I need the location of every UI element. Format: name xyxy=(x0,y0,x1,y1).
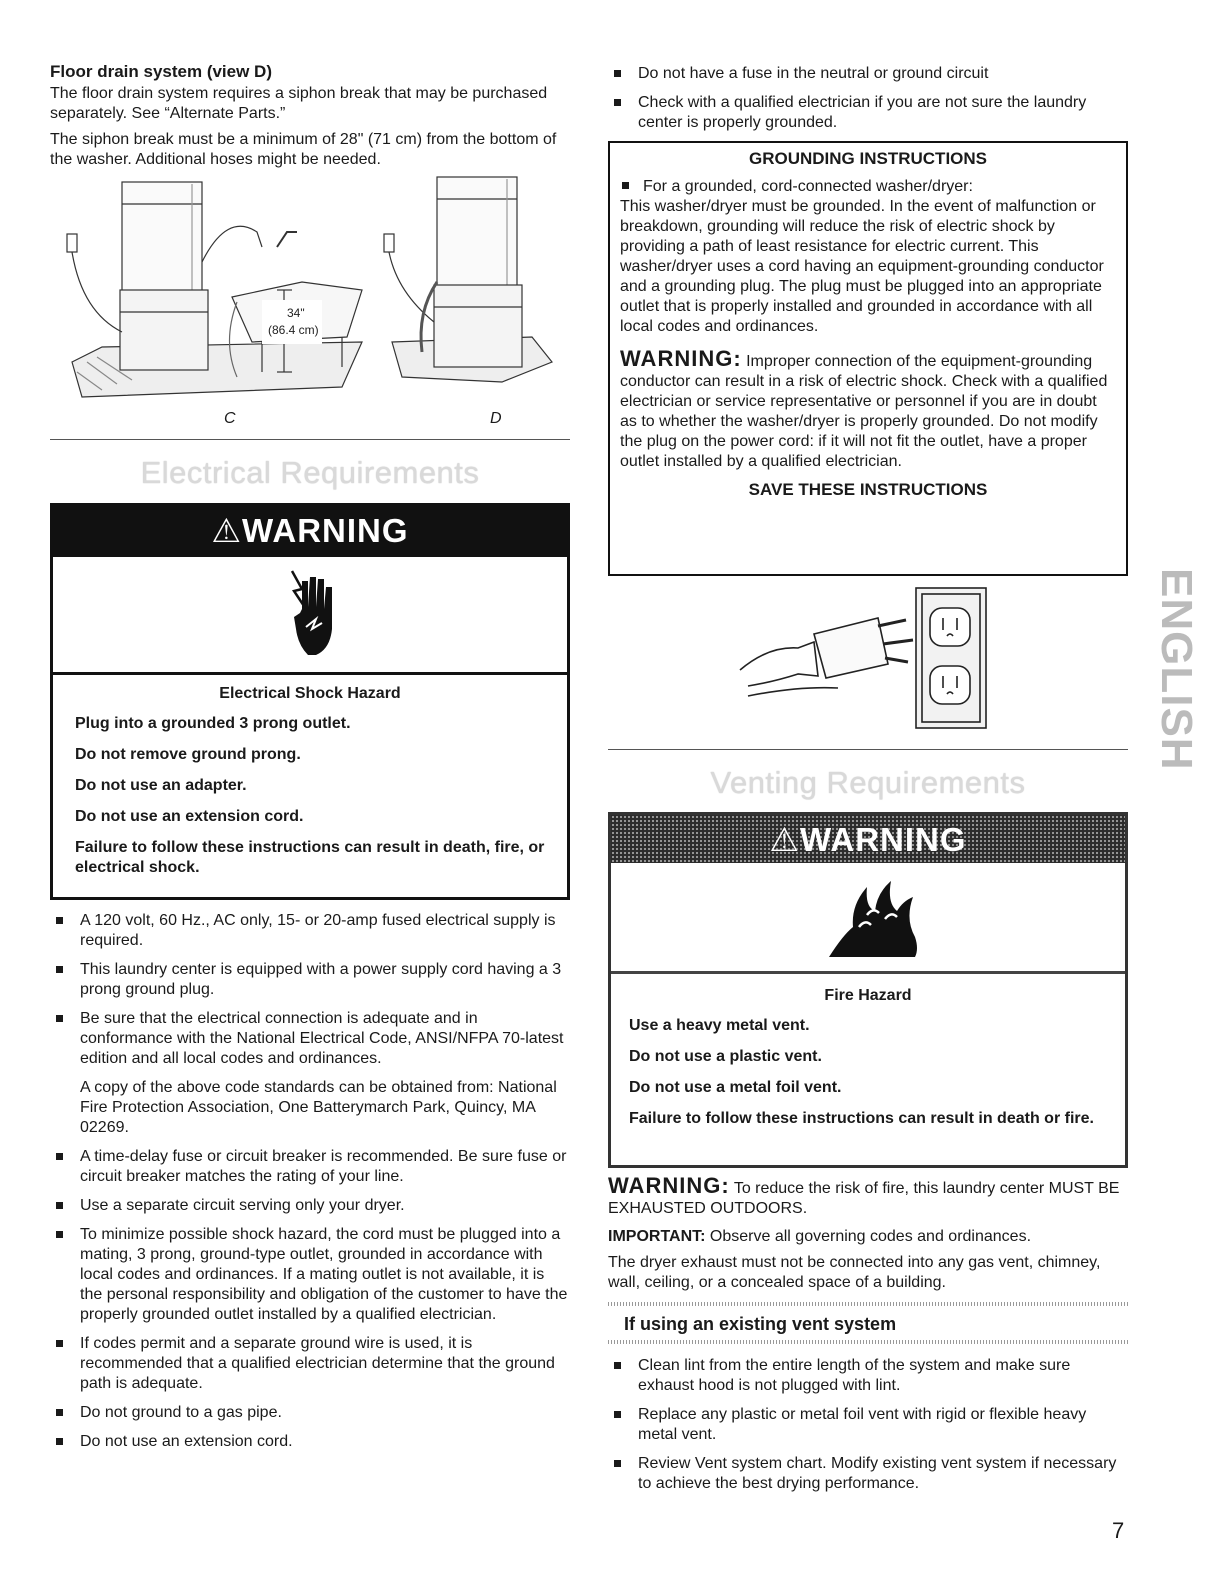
bullet-icon xyxy=(614,1362,621,1369)
list-item: Do not use an extension cord. xyxy=(50,1432,570,1452)
bullet-icon xyxy=(614,1460,621,1467)
language-side-tab: ENGLISH xyxy=(1152,568,1201,771)
warning-line: Use a heavy metal vent. xyxy=(629,1017,810,1034)
bullet-icon xyxy=(56,966,63,973)
electric-shock-hand-icon xyxy=(282,569,342,661)
list-item: Use a separate circuit serving only your dryer. xyxy=(50,1196,570,1216)
floor-drain-para2: The siphon break must be a minimum of 28" (71 cm) from the bottom of the washer. Additional hoses might be needed. xyxy=(50,131,557,168)
warning-label: WARNING xyxy=(800,821,967,858)
list-item: Do not have a fuse in the neutral or ground circuit xyxy=(608,64,1128,84)
existing-vent-heading: If using an existing vent system xyxy=(624,1314,897,1334)
warning-word: WARNING: xyxy=(608,1173,730,1198)
grounding-body: This washer/dryer must be grounded. In the event of malfunction or breakdown, grounding will reduce the risk of electric shock by providing a path of least resistance for electric current. This washer/dryer uses a cord having an equipment-grounding conductor and a grounding plug. The plug must be plugged into an appropriate outlet that is properly installed and grounded in accordance with all local codes and ordinances. xyxy=(620,198,1104,335)
electrical-bullets xyxy=(50,911,570,1461)
code-copy-note: A copy of the above code standards can be obtained from: National Fire Protection Association, One Batterymarch Park, Quincy, MA 02269. xyxy=(80,1079,557,1136)
drain-system-illustration xyxy=(62,172,562,412)
bullet-icon xyxy=(56,1438,63,1445)
grounding-instructions-box xyxy=(608,141,1128,576)
electrical-warning-lines xyxy=(75,714,545,878)
existing-vent-bullets xyxy=(608,1356,1128,1503)
venting-text xyxy=(608,1173,1128,1293)
venting-warning-text: To reduce the risk of fire, this laundry center MUST BE EXHAUSTED OUTDOORS. xyxy=(608,1180,1120,1217)
floor-drain-heading: Floor drain system (view D) xyxy=(50,62,272,81)
bullet-icon xyxy=(614,99,621,106)
list-item: A time-delay fuse or circuit breaker is recommended. Be sure fuse or circuit breaker matches the rating of your line. xyxy=(50,1147,570,1187)
list-item: Do not ground to a gas pipe. xyxy=(50,1403,570,1423)
warning-line: Do not use a plastic vent. xyxy=(629,1048,822,1065)
grounding-warning-text: Improper connection of the equipment-grounding conductor can result in a risk of electric shock. Check with a qualified electrician or service representative or personnel if you are in doubt as to whether the washer/dryer is properly grounded. Do not modify the plug on the power cord: if it will not fit the outlet, have a proper outlet installed by a qualified electrician. xyxy=(620,353,1108,470)
venting-section-title: Venting Requirements xyxy=(710,765,1026,800)
bullet-icon xyxy=(56,1202,63,1209)
list-item: To minimize possible shock hazard, the cord must be plugged into a mating, 3 prong, ground-type outlet, grounded in accordance with local codes and ordinances. If a mating outlet is not available, it is the personal responsibility and obligation of the customer to have the properly grounded outlet installed by a qualified electrician. xyxy=(50,1225,570,1325)
grounding-lead: For a grounded, cord-connected washer/dryer: xyxy=(620,177,1116,197)
warning-line: Do not use an extension cord. xyxy=(75,808,304,825)
warning-label: WARNING xyxy=(242,512,409,549)
bullet-icon xyxy=(622,182,629,189)
important-word: IMPORTANT: xyxy=(608,1228,706,1245)
warning-icon-area xyxy=(611,863,1125,974)
floor-drain-para1: The floor drain system requires a siphon break that may be purchased separately. See “Alternate Parts.” xyxy=(50,85,548,122)
exhaust-paragraph: The dryer exhaust must not be connected into any gas vent, chimney, wall, ceiling, or a concealed space of a building. xyxy=(608,1254,1101,1291)
bullet-icon xyxy=(56,1409,63,1416)
venting-warning xyxy=(608,1173,1128,1219)
page-number: 7 xyxy=(1112,1518,1125,1543)
electrical-hazard-title: Electrical Shock Hazard xyxy=(219,685,401,702)
list-item: Be sure that the electrical connection is adequate and in conformance with the National Electrical Code, ANSI/NFPA 70-latest edition and all local codes and ordinances. xyxy=(50,1009,570,1069)
warning-banner xyxy=(53,506,567,557)
measure-inches: 34" xyxy=(287,306,305,320)
bullet-icon xyxy=(56,1340,63,1347)
warning-icon-area xyxy=(53,557,567,675)
fire-hazard-title: Fire Hazard xyxy=(824,987,912,1004)
divider xyxy=(608,1340,1128,1344)
important-note xyxy=(608,1227,1128,1247)
warning-line: Do not use a metal foil vent. xyxy=(629,1079,842,1096)
list-item: This laundry center is equipped with a power supply cord having a 3 prong ground plug. xyxy=(50,960,570,1000)
electrical-warning-box xyxy=(50,503,570,900)
warning-line: Failure to follow these instructions can result in death, fire, or electrical shock. xyxy=(75,839,545,876)
save-instructions: SAVE THESE INSTRUCTIONS xyxy=(748,480,988,499)
list-item: If codes permit and a separate ground wire is used, it is recommended that a qualified electrician determine that the ground path is adequate. xyxy=(50,1334,570,1394)
bullet-icon xyxy=(614,70,621,77)
list-item: Replace any plastic or metal foil vent with rigid or flexible heavy metal vent. xyxy=(608,1405,1128,1445)
important-text: Observe all governing codes and ordinances. xyxy=(709,1228,1032,1245)
bullet-icon xyxy=(56,1015,63,1022)
warning-word: WARNING: xyxy=(620,346,742,371)
venting-warning-box xyxy=(608,812,1128,1168)
measure-cm: (86.4 cm) xyxy=(268,323,319,337)
grounding-bullets xyxy=(608,64,1128,142)
list-item: Check with a qualified electrician if you are not sure the laundry center is properly grounded. xyxy=(608,93,1128,133)
bullet-icon xyxy=(614,1411,621,1418)
warning-line: Do not use an adapter. xyxy=(75,777,247,794)
list-item: Review Vent system chart. Modify existing vent system if necessary to achieve the best drying performance. xyxy=(608,1454,1128,1494)
view-c-label: C xyxy=(224,410,236,427)
warning-line: Plug into a grounded 3 prong outlet. xyxy=(75,715,351,732)
electrical-section-title: Electrical Requirements xyxy=(140,455,480,490)
view-d-label: D xyxy=(490,410,502,427)
divider xyxy=(50,439,570,440)
list-item: Clean lint from the entire length of the system and make sure exhaust hood is not plugged with lint. xyxy=(608,1356,1128,1396)
grounding-warning xyxy=(620,346,1116,472)
warning-triangle-icon: ⚠ xyxy=(769,821,801,858)
warning-line: Do not remove ground prong. xyxy=(75,746,301,763)
grounded-plug-outlet-illustration xyxy=(738,586,998,734)
divider xyxy=(608,1302,1128,1306)
warning-banner xyxy=(611,815,1125,863)
grounding-title: GROUNDING INSTRUCTIONS xyxy=(749,149,987,168)
list-item: A 120 volt, 60 Hz., AC only, 15- or 20-amp fused electrical supply is required. xyxy=(50,911,570,951)
bullet-icon xyxy=(56,917,63,924)
divider xyxy=(608,749,1128,750)
fire-hazard-icon xyxy=(823,875,923,961)
warning-line: Failure to follow these instructions can result in death or fire. xyxy=(629,1110,1094,1127)
venting-warning-lines xyxy=(629,1016,1107,1129)
warning-triangle-icon: ⚠ xyxy=(211,512,243,549)
bullet-icon xyxy=(56,1153,63,1160)
floor-drain-section xyxy=(50,62,570,170)
bullet-icon xyxy=(56,1231,63,1238)
